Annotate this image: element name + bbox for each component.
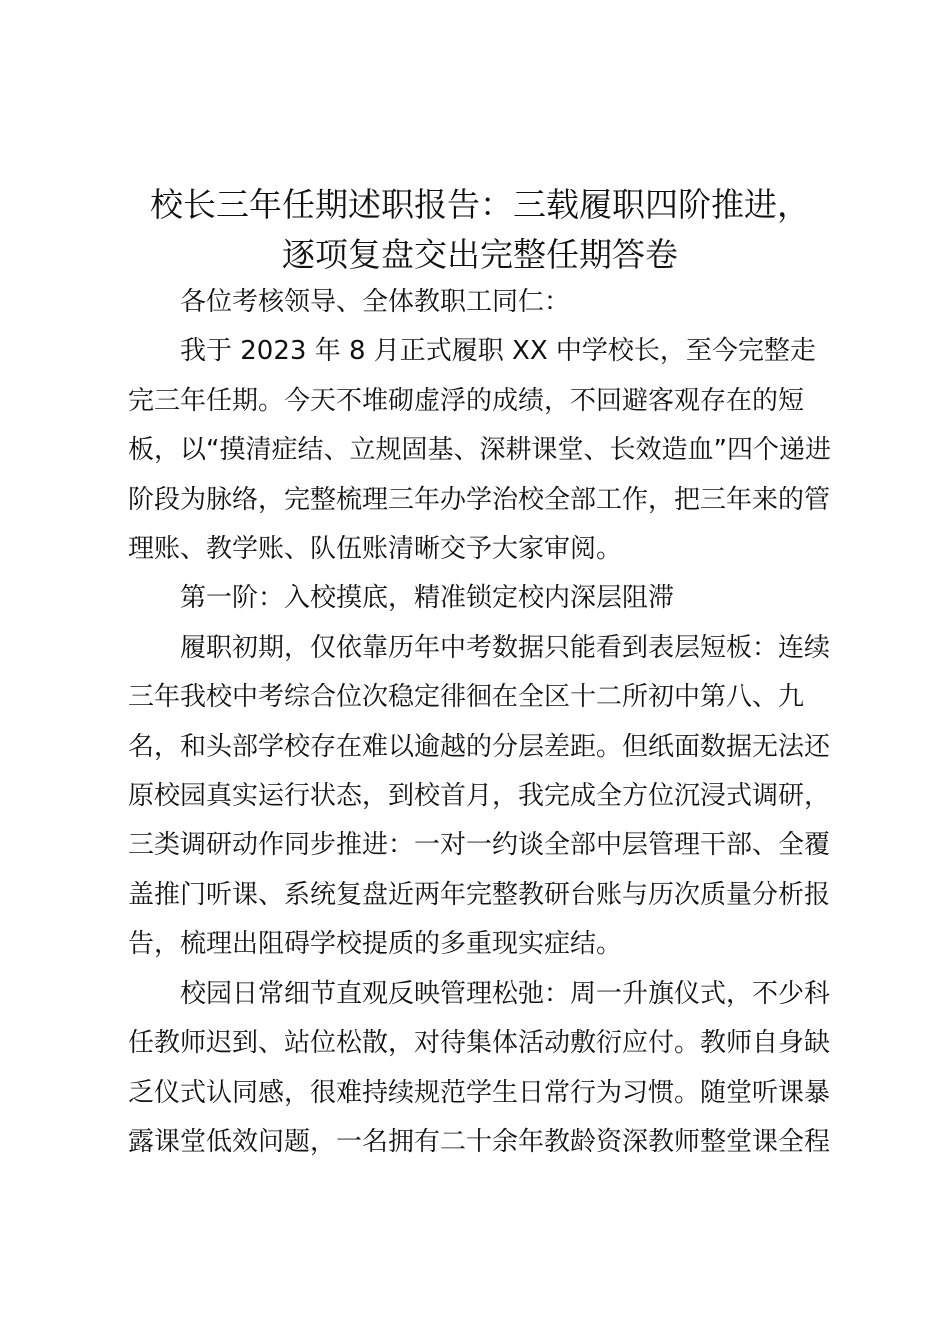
intro-paragraph: 我于 2023 年 8 月正式履职 XX 中学校长，至今完整走完三年任期。今天不堆砌虚浮的成绩，不回避客观存在的短板，以“摸清症结、立规固基、深耕课堂、长效造血”四个递进阶段为脉络，完整梳理三年办学治校全部工作，把三年来的管理账、教学账、队伍账清晰交予大家审阅。 [128,336,831,565]
body-paragraph: 校园日常细节直观反映管理松弛：周一升旗仪式，不少科任教师迟到、站位松散，对待集体活动敷衍应付。教师自身缺乏仪式认同感，很难持续规范学生日常行为习惯。随堂听课暴露课堂低效问题，一名拥有二十余年教龄资深教师整堂课全程 [128,978,831,1157]
body-paragraph: 履职初期，仅依靠历年中考数据只能看到表层短板：连续三年我校中考综合位次稳定徘徊在全区十二所初中第八、九名，和头部学校存在难以逾越的分层差距。但纸面数据无法还原校园真实运行状态，到校首月，我完成全方位沉浸式调研，三类调研动作同步推进：一对一约谈全部中层管理干部、全覆盖推门听课、系统复盘近两年完整教研台账与历次质量分析报告，梳理出阻碍学校提质的多重现实症结。 [128,632,831,960]
title-line-2: 逐项复盘交出完整任期答卷 [282,235,678,274]
title-line-1: 校长三年任期述职报告：三载履职四阶推进， [150,185,810,224]
salutation-paragraph: 各位考核领导、全体教职工同仁： [180,287,571,317]
document-body [128,278,840,1167]
section-heading: 第一阶：入校摸底，精准锁定校内深层阻滞 [180,583,675,614]
document-title [110,180,850,280]
